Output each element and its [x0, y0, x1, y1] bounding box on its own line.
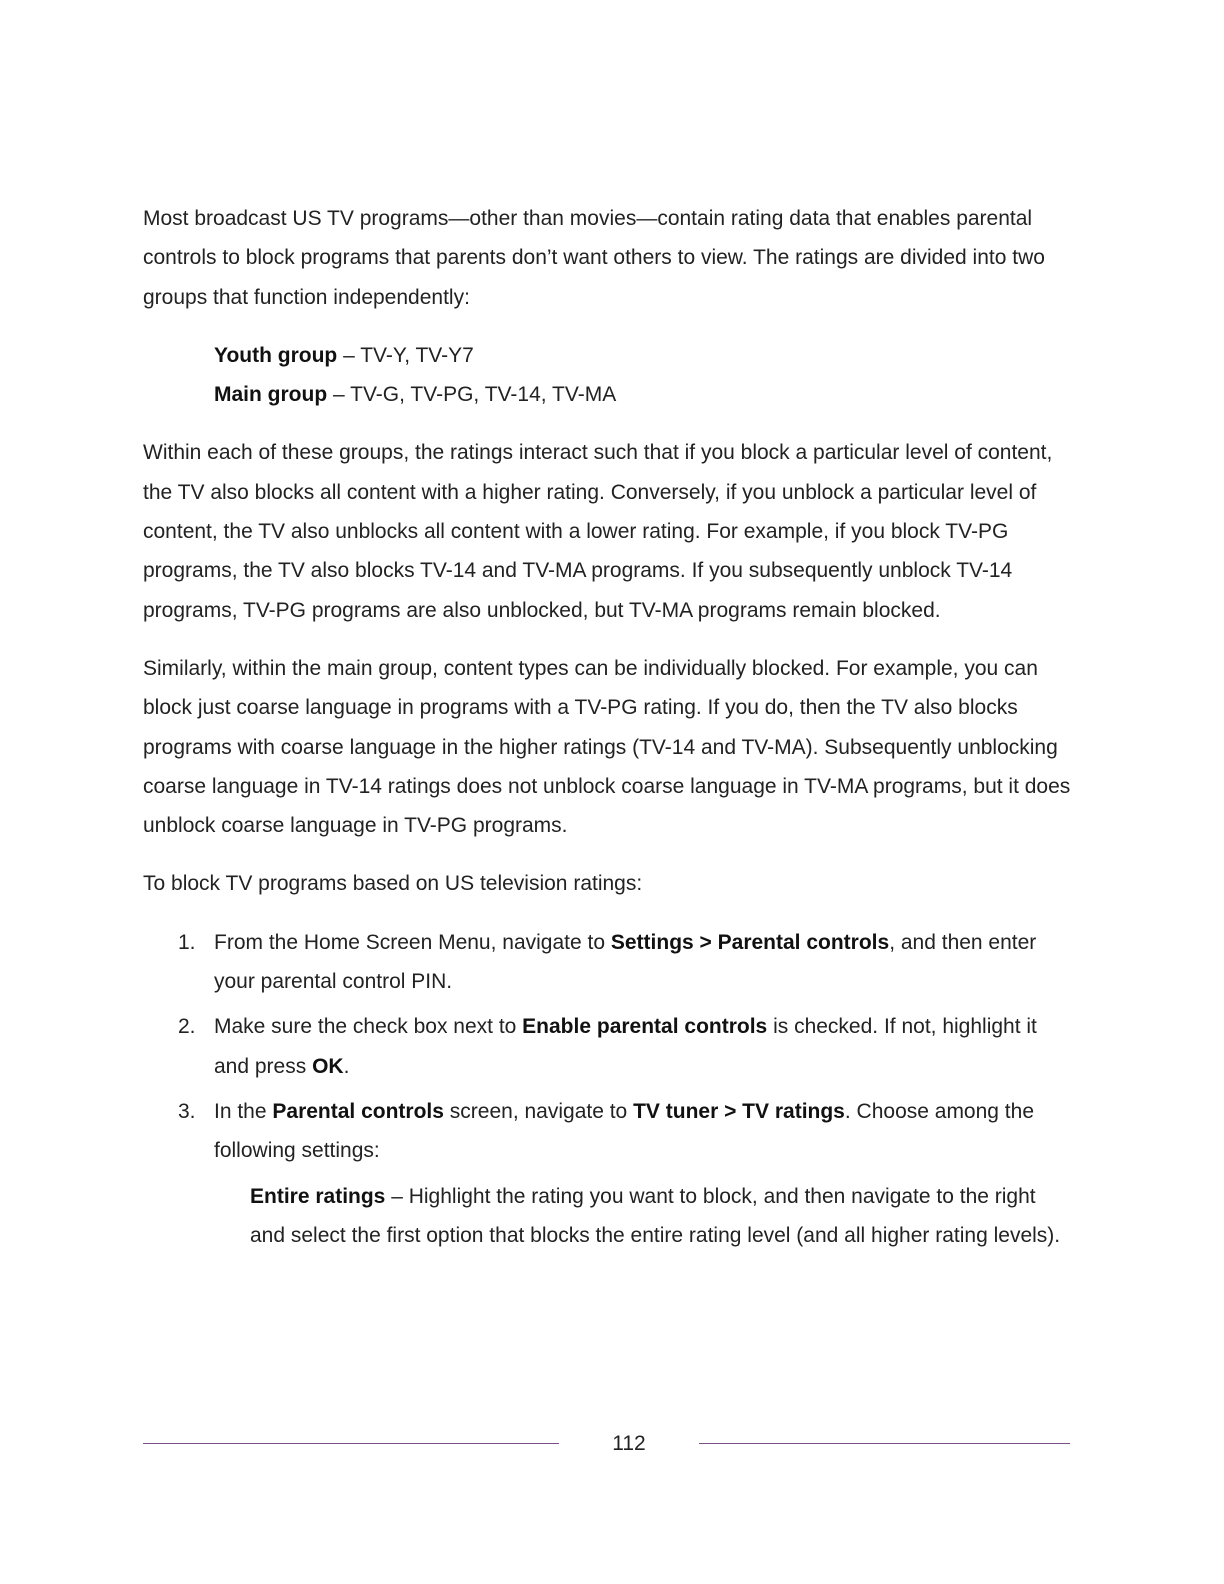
rating-groups: [214, 336, 1073, 415]
within-groups-paragraph: Within each of these groups, the ratings interact such that if you block a particular level of content, the TV also blocks all content with a higher rating. Conversely, if you unblock a particular level of content, the TV also unblocks all content with a lower rating. For example, if you block TV-PG programs, the TV also blocks TV-14 and TV-MA programs. If you subsequently unblock TV-14 programs, TV-PG programs are also unblocked, but TV-MA programs remain blocked.: [143, 441, 1053, 622]
intro-paragraph: Most broadcast US TV programs—other than movies—contain rating data that enables parental controls to block programs that parents don’t want others to view. The ratings are divided into two groups that function independently:: [143, 207, 1045, 309]
footer-rule-right: [699, 1443, 1070, 1444]
option-text: – Highlight the rating you want to block, and then navigate to the right and select the first option that blocks the entire rating level (and all higher rating levels).: [250, 1184, 1061, 1247]
similarly-paragraph: Similarly, within the main group, content types can be individually blocked. For example, you can block just coarse language in programs with a TV-PG rating. If you do, then the TV also blocks programs with coarse language in the higher ratings (TV-14 and TV-MA). Subsequently unblocking coarse language in TV-14 ratings does not unblock coarse language in TV-MA programs, but it does unblock coarse language in TV-PG programs.: [143, 656, 1071, 838]
step-bold-term: TV tuner > TV ratings: [633, 1099, 845, 1123]
step-text: .: [343, 1054, 350, 1078]
step-3: [143, 1092, 1073, 1171]
step-text: Make sure the check box next to: [214, 1015, 523, 1039]
main-group-label: Main group: [214, 383, 328, 407]
youth-group-line: [214, 336, 1073, 375]
step-1: [143, 923, 1073, 1002]
step-number: 1.: [178, 930, 196, 954]
step-text: screen, navigate to: [443, 1099, 634, 1123]
steps-list: [143, 923, 1073, 1171]
step-bold-term: Settings > Parental controls: [610, 930, 890, 954]
step-text: From the Home Screen Menu, navigate to: [214, 930, 611, 954]
main-group-ratings: TV-G, TV-PG, TV-14, TV-MA: [350, 383, 617, 407]
step-text: . Choose among the following settings:: [214, 1099, 1034, 1163]
main-group-line: [214, 375, 1073, 414]
youth-group-ratings: TV-Y, TV-Y7: [360, 343, 474, 367]
option-label: Entire ratings: [250, 1184, 386, 1208]
step-text: In the: [214, 1099, 273, 1123]
step-bold-term: Enable parental controls: [522, 1015, 768, 1039]
step-number: 2.: [178, 1015, 196, 1039]
step-text: , and then enter your parental control PIN.: [214, 930, 1037, 994]
step-number: 3.: [178, 1099, 196, 1123]
step-text: is checked. If not, highlight it and press: [214, 1015, 1037, 1078]
step-bold-term: Parental controls: [272, 1099, 444, 1123]
page-body: [143, 199, 1073, 1255]
entire-ratings-option: [250, 1177, 1073, 1256]
footer-rule-left: [143, 1443, 559, 1444]
step-bold-term: OK: [312, 1054, 344, 1078]
lead-in-paragraph: To block TV programs based on US television ratings:: [143, 872, 643, 896]
page-number: 112: [612, 1432, 646, 1455]
youth-group-label: Youth group: [214, 343, 338, 367]
youth-group-separator: –: [337, 343, 361, 367]
step-2: [143, 1007, 1073, 1086]
page-footer: [143, 1428, 1070, 1464]
main-group-separator: –: [327, 383, 351, 407]
